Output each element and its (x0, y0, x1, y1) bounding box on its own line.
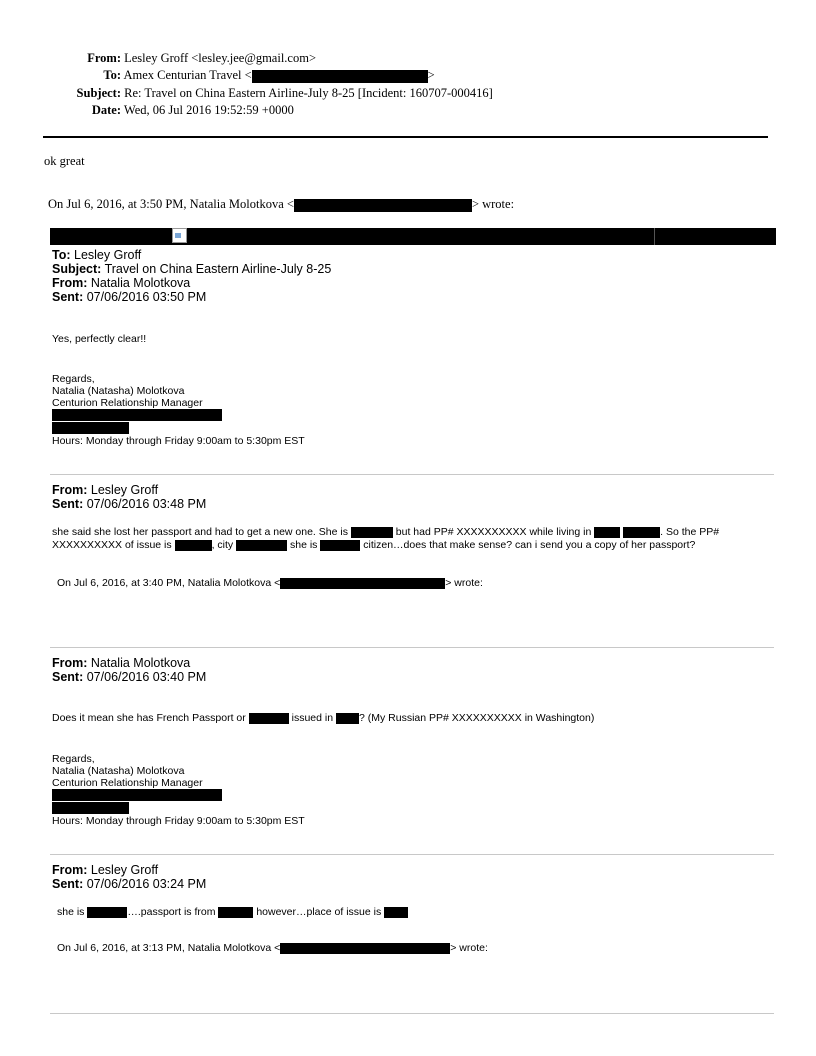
date-label: Date: (91, 103, 121, 117)
redaction-block (336, 713, 359, 724)
msg3-text: ? (My Russian PP# XXXXXXXXXX in Washington) (358, 712, 595, 724)
msg4-quote-intro (57, 942, 488, 955)
msg4-text: however…place of issue is (256, 906, 382, 918)
header-to-row (60, 68, 435, 83)
msg1-to-value: Lesley Groff (74, 248, 142, 262)
message-divider (50, 647, 774, 648)
quote-intro-suffix: > wrote: (471, 197, 515, 211)
redaction-block (236, 540, 287, 551)
redaction-block (384, 907, 408, 918)
msg3-text: issued in (291, 712, 334, 724)
msg4-quote-prefix: On Jul 6, 2016, at 3:13 PM, Natalia Molotkova < (57, 942, 281, 954)
msg1-sent-value: 07/06/2016 03:50 PM (86, 290, 207, 304)
msg1-to-label: To: (52, 248, 71, 262)
date-value: Wed, 06 Jul 2016 19:52:59 +0000 (123, 103, 294, 117)
redaction-block (280, 943, 450, 954)
message-divider (50, 474, 774, 475)
msg1-subject-label: Subject: (52, 262, 102, 276)
msg2-sent (52, 497, 206, 511)
msg2-text: she said she lost her passport and had to get a new one. She is (52, 526, 348, 538)
to-label: To: (103, 68, 121, 82)
msg1-sig-name: Natalia (Natasha) Molotkova (52, 385, 185, 397)
msg1-subject-value: Travel on China Eastern Airline-July 8-25 (104, 262, 332, 276)
banner-bar (50, 228, 776, 245)
subject-label: Subject: (76, 86, 121, 100)
msg2-body-line2 (52, 539, 695, 552)
msg2-quote-intro (57, 577, 483, 590)
msg2-sent-label: Sent: (52, 497, 84, 511)
redaction-block (52, 409, 222, 421)
msg3-sent-label: Sent: (52, 670, 84, 684)
msg4-from-label: From: (52, 863, 88, 877)
msg1-sig-hours: Hours: Monday through Friday 9:00am to 5:30pm EST (52, 435, 305, 447)
msg2-body-line1 (52, 526, 719, 539)
redaction-block (87, 907, 127, 918)
msg1-from-label: From: (52, 276, 88, 290)
header-date-row (60, 103, 294, 118)
msg2-from (52, 483, 158, 497)
banner-separator (654, 228, 655, 245)
msg2-text: but had PP# XXXXXXXXXX while living in (395, 526, 592, 538)
redaction-block (175, 540, 212, 551)
redaction-block (52, 802, 129, 814)
msg2-text: XXXXXXXXXX of issue is (52, 539, 172, 551)
msg3-text: Does it mean she has French Passport or (52, 712, 246, 724)
msg4-sent-value: 07/06/2016 03:24 PM (86, 877, 207, 891)
msg1-sent-label: Sent: (52, 290, 84, 304)
redaction-block (218, 907, 253, 918)
redaction-block (249, 713, 289, 724)
redaction-block (52, 789, 222, 801)
broken-image-icon (172, 228, 187, 243)
msg2-text: she is (290, 539, 318, 551)
msg2-quote-prefix: On Jul 6, 2016, at 3:40 PM, Natalia Molotkova < (57, 577, 281, 589)
msg4-sent-label: Sent: (52, 877, 84, 891)
to-value-prefix: Amex Centurian Travel < (123, 68, 252, 82)
msg4-text: ….passport is from (127, 906, 216, 918)
msg1-body: Yes, perfectly clear!! (52, 333, 147, 345)
msg3-sent-value: 07/06/2016 03:40 PM (86, 670, 207, 684)
msg2-text: citizen…does that make sense? can i send you a copy of her passport? (363, 539, 696, 551)
header-divider (43, 136, 768, 138)
msg1-sig-title: Centurion Relationship Manager (52, 397, 203, 409)
msg4-from-value: Lesley Groff (90, 863, 159, 877)
msg4-quote-suffix: > wrote: (450, 942, 488, 954)
msg2-sent-value: 07/06/2016 03:48 PM (86, 497, 207, 511)
msg3-sig-hours: Hours: Monday through Friday 9:00am to 5:30pm EST (52, 815, 305, 827)
quote-intro (48, 197, 514, 212)
msg4-text: she is (57, 906, 85, 918)
msg2-quote-suffix: > wrote: (445, 577, 483, 589)
msg3-body (52, 712, 594, 725)
from-value: Lesley Groff <lesley.jee@gmail.com> (124, 51, 316, 65)
redaction-block (623, 527, 660, 538)
msg1-to (52, 248, 141, 262)
to-value-suffix: > (427, 68, 435, 82)
msg4-body (57, 906, 408, 919)
msg4-sent (52, 877, 206, 891)
subject-value: Re: Travel on China Eastern Airline-July 8-25 [Incident: 160707-000416] (124, 86, 493, 100)
msg1-sig-regards: Regards, (52, 373, 95, 385)
reply-text: ok great (44, 154, 85, 168)
message-divider (50, 1013, 774, 1014)
msg4-from (52, 863, 158, 877)
msg2-text: . So the PP# (660, 526, 720, 538)
msg1-from-value: Natalia Molotkova (90, 276, 191, 290)
msg3-sig-regards: Regards, (52, 753, 95, 765)
redaction-block (320, 540, 360, 551)
msg3-sig-name: Natalia (Natasha) Molotkova (52, 765, 185, 777)
msg2-from-value: Lesley Groff (90, 483, 159, 497)
message-divider (50, 854, 774, 855)
redaction-block (294, 199, 472, 212)
msg3-from-label: From: (52, 656, 88, 670)
msg3-from-value: Natalia Molotkova (90, 656, 191, 670)
header-subject-row (60, 86, 493, 101)
from-label: From: (87, 51, 121, 65)
msg1-subject (52, 262, 331, 276)
msg2-from-label: From: (52, 483, 88, 497)
redaction-block (594, 527, 620, 538)
redaction-block (52, 422, 129, 434)
msg2-text: , city (211, 539, 234, 551)
msg3-sig-title: Centurion Relationship Manager (52, 777, 203, 789)
msg1-from (52, 276, 190, 290)
msg1-sent (52, 290, 206, 304)
redaction-block (351, 527, 393, 538)
quote-intro-prefix: On Jul 6, 2016, at 3:50 PM, Natalia Molotkova < (48, 197, 294, 211)
redaction-block (252, 70, 428, 83)
msg3-from (52, 656, 190, 670)
redaction-block (280, 578, 445, 589)
header-from-row (60, 51, 316, 66)
msg3-sent (52, 670, 206, 684)
